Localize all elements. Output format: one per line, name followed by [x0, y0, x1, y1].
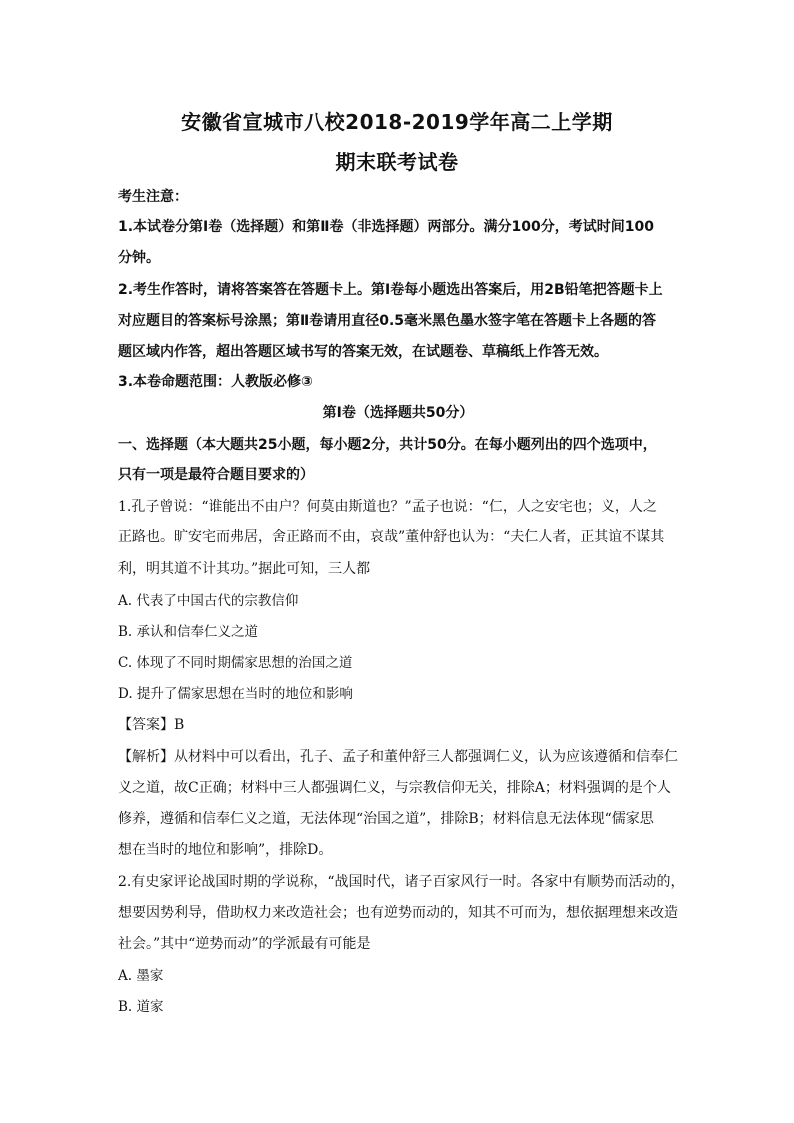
part1-instruction-line-2: 只有一项是最符合题目要求的）	[118, 467, 314, 483]
section-title: 第Ⅰ卷（选择题共50分）	[322, 405, 474, 421]
q1-stem-line-1: 1.孔子曾说：“谁能出不由户？何莫由斯道也？”孟子也说：“仁，人之安宅也；义，人之	[118, 499, 657, 515]
q1-explanation-line-4: 想在当时的地位和影响”，排除D。	[118, 842, 333, 858]
q1-option-b: B. 承认和信奉仁义之道	[118, 624, 259, 640]
notice-3: 3.本卷命题范围：人教版必修③	[118, 374, 313, 390]
notice-1-line-2: 分钟。	[118, 250, 160, 266]
notice-1-line-1: 1.本试卷分第Ⅰ卷（选择题）和第Ⅱ卷（非选择题）两部分。满分100分，考试时间100	[118, 219, 654, 235]
notice-2-line-3: 题区域内作答，超出答题区域书写的答案无效，在试题卷、草稿纸上作答无效。	[118, 344, 608, 360]
notice-2-line-1: 2.考生作答时，请将答案答在答题卡上。第Ⅰ卷每小题选出答案后，用2B铅笔把答题卡上	[118, 282, 663, 298]
q1-explanation-line-2: 义之道，故C正确；材料中三人都强调仁义，与宗教信仰无关，排除A；材料强调的是个人	[118, 780, 671, 796]
q2-stem-line-1: 2.有史家评论战国时期的学说称，“战国时代，诸子百家风行一时。各家中有顺势而活动的，	[118, 874, 685, 890]
q1-answer: 【答案】B	[118, 717, 185, 733]
exam-subtitle: 期末联考试卷	[335, 150, 459, 174]
q1-stem-line-3: 利，明其道不计其功。”据此可知，三人都	[118, 561, 371, 577]
q1-stem-line-2: 正路也。旷安宅而弗居，舍正路而不由，哀哉”董仲舒也认为：“夫仁人者，正其谊不谋其	[118, 529, 665, 545]
q1-option-d: D. 提升了儒家思想在当时的地位和影响	[118, 686, 353, 702]
q2-stem-line-3: 社会。”其中“逆势而动”的学派最有可能是	[118, 936, 371, 952]
q1-option-c: C. 体现了不同时期儒家思想的治国之道	[118, 655, 353, 671]
q1-explanation-line-3: 修养，遵循和信奉仁义之道，无法体现“治国之道”，排除B；材料信息无法体现“儒家思	[118, 811, 654, 827]
q1-explanation-line-1: 【解析】从材料中可以看出，孔子、孟子和董仲舒三人都强调仁义，认为应该遵循和信奉仁	[118, 749, 678, 765]
q2-option-a: A. 墨家	[118, 968, 164, 984]
notice-heading: 考生注意：	[118, 189, 188, 205]
q2-stem-line-2: 想要因势利导，借助权力来改造社会；也有逆势而动的，知其不可而为，想依据理想来改造	[118, 905, 678, 921]
q1-option-a: A. 代表了中国古代的宗教信仰	[118, 593, 299, 609]
exam-title: 安徽省宣城市八校2018-2019学年高二上学期	[181, 110, 613, 134]
notice-2-line-2: 对应题目的答案标号涂黑；第Ⅱ卷请用直径0.5毫米黑色墨水签字笔在答题卡上各题的答	[118, 313, 657, 329]
part1-instruction-line-1: 一、选择题（本大题共25小题，每小题2分，共计50分。在每小题列出的四个选项中，	[118, 437, 657, 453]
q2-option-b: B. 道家	[118, 999, 164, 1015]
